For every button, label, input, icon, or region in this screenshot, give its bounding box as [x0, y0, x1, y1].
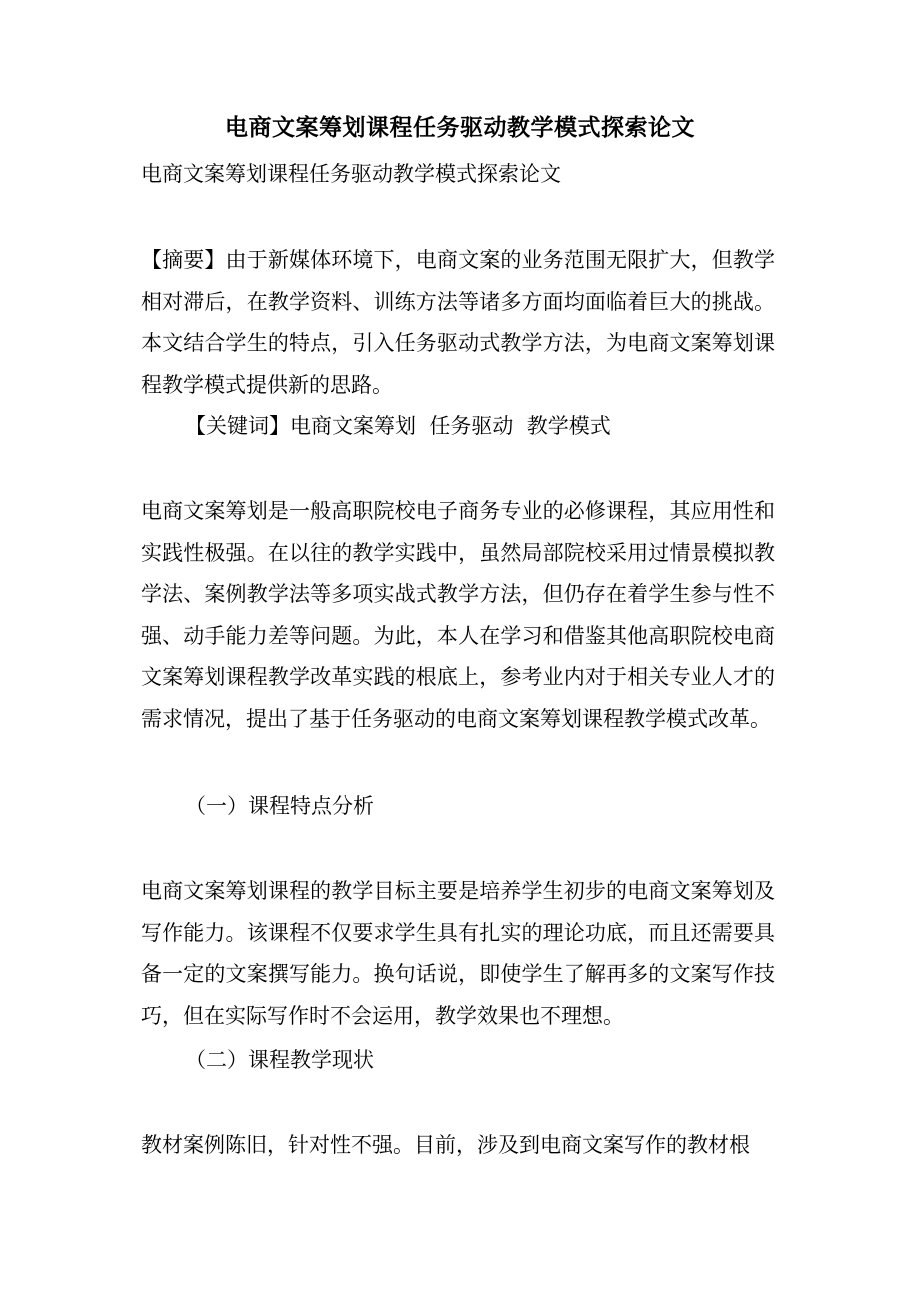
section-heading-1: （一）课程特点分析 [185, 794, 374, 818]
body-paragraph-3: 教材案例陈旧，针对性不强。目前，涉及到电商文案写作的教材根 [141, 1133, 750, 1157]
keywords-line: 【关键词】电商文案筹划 任务驱动 教学模式 [185, 414, 611, 438]
body-paragraph-1: 电商文案筹划是一般高职院校电子商务专业的必修课程，其应用性和实践性极强。在以往的教学实践中，虽然局部院校采用过情景模拟教学法、案例教学法等多项实战式教学方法，但仍存在着学生参与性不强、动手能力差等问题。为此，本人在学习和借鉴其他高职院校电商文案筹划课程教学改革实践的根底上，参考业内对于相关专业人才的需求情况，提出了基于任务驱动的电商文案筹划课程教学模式改革。 [141, 499, 775, 731]
abstract-paragraph: 【摘要】由于新媒体环境下，电商文案的业务范围无限扩大，但教学相对滞后，在教学资料、训练方法等诸多方面均面临着巨大的挑战。本文结合学生的特点，引入任务驱动式教学方法，为电商文案筹划课程教学模式提供新的思路。 [141, 248, 775, 397]
document-title: 电商文案筹划课程任务驱动教学模式探索论文 [225, 114, 695, 141]
body-paragraph-2: 电商文案筹划课程的教学目标主要是培养学生初步的电商文案筹划及写作能力。该课程不仅要求学生具有扎实的理论功底，而且还需要具备一定的文案撰写能力。换句话说，即使学生了解再多的文案写作技巧，但在实际写作时不会运用，教学效果也不理想。 [141, 879, 775, 1028]
section-heading-2: （二）课程教学现状 [185, 1048, 374, 1072]
document-subtitle: 电商文案筹划课程任务驱动教学模式探索论文 [141, 162, 561, 186]
